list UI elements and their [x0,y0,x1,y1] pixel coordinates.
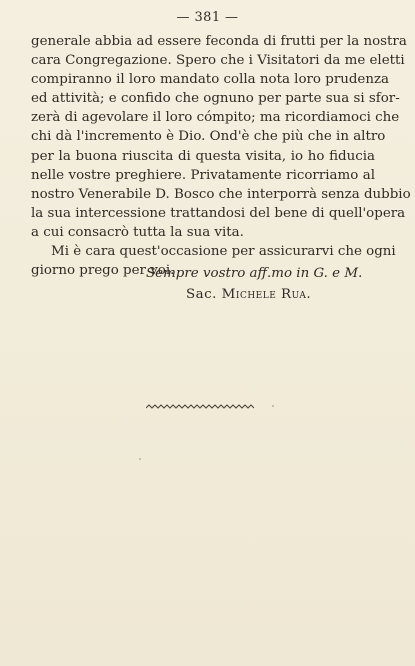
text-line: Mi è cara quest'occasione per assicurarvi che ogni [51,244,396,260]
text-line: a cui consacrò tutta la sua vita. [31,224,244,240]
closing-formula: Sempre vostro aff.mo in G. e M. [146,266,363,281]
signature [186,284,386,305]
text-line: per la buona riuscita di questa visita, io ho fiducia [31,148,375,164]
page-number: — 381 — [176,10,239,25]
text-line: la sua intercessione trattandosi del bene di quell'opera [31,205,406,221]
paragraph [31,32,411,242]
wave-line [146,405,254,408]
text-line: giorno prego per voi. [31,263,175,279]
text-line: cara Congregazione. Spero che i Visitatori da me eletti [31,53,405,69]
text-line: chi dà l'incremento è Dio. Ond'è che più che in altro [31,129,386,145]
text-line: zerà di agevolare il loro cómpito; ma ricordiamoci che [31,110,400,126]
text-line: ed attività; e confido che ognuno per parte sua si sfor- [31,91,400,107]
letter-body [31,32,411,280]
letter-closing [146,263,386,305]
paper-speck [139,458,141,460]
signature-title: Sac. [186,287,222,302]
text-line: nostro Venerabile D. Bosco che interporrà senza dubbio [31,186,411,202]
paper-speck [272,405,274,407]
text-line: generale abbia ad essere feconda di frutti per la nostra [31,34,407,49]
text-line: compiranno il loro mandato colla nota loro prudenza [31,72,390,88]
text-line: nelle vostre preghiere. Privatamente ricorriamo al [31,167,375,183]
decorative-wave-divider [146,403,256,413]
signature-name: Michele Rua. [221,287,312,302]
